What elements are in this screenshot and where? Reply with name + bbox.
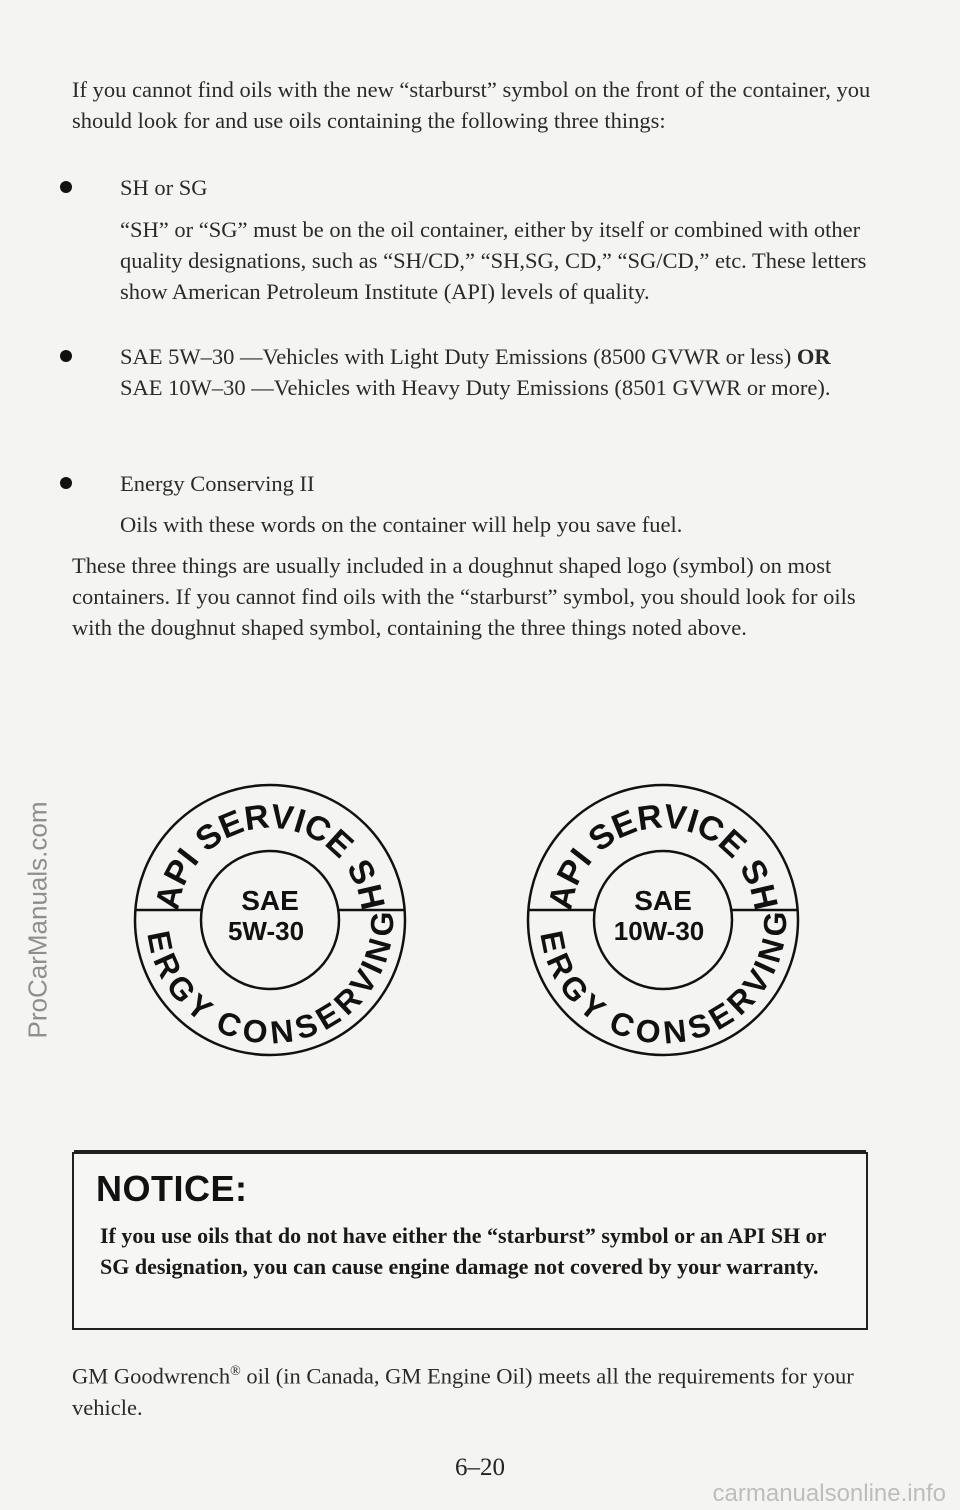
logo-top-arc-text: API SERVICE SH <box>541 797 785 914</box>
doughnut-symbol-icon <box>130 770 410 1060</box>
intro-paragraph: If you cannot find oils with the new “starburst” symbol on the front of the container, you should look for and use oils containing the following three things: <box>72 77 871 133</box>
notice-title: NOTICE: <box>96 1168 248 1209</box>
viscosity-or: OR <box>796 344 831 369</box>
viscosity-light-duty: SAE 5W–30 —Vehicles with Light Duty Emissions (8500 GVWR or less) <box>120 344 797 369</box>
logo-center-sae: SAE <box>634 885 692 916</box>
logo-top-arc-text: API SERVICE SH <box>148 797 392 914</box>
logo-bottom-arc-text: ERGY CONSERVING <box>140 910 401 1051</box>
logo-center-sae: SAE <box>241 885 299 916</box>
api-doughnut-logo-5w30 <box>130 770 410 1060</box>
bullet-dot <box>60 350 72 362</box>
bullet-viscosity-text <box>120 341 880 403</box>
bullet-label: Energy Conserving II <box>120 471 315 496</box>
notice-box <box>72 1152 868 1330</box>
manual-page: If you cannot find oils with the new “starburst” symbol on the front of the container, you should look for and use oils containing the following three things: SH or SG “SH” or “SG” must be on the oil container, either by itself or combined with other quality designations, such as “SH/CD,” “SH,SG, CD,” “SG/CD,” etc. These letters show American Petroleum Institute (API) levels of quality. SAE 5W–30 —Vehicles with Light Duty Emissions (8500 GVWR or less) OR SAE 10W–30 —Vehicles with Heavy Duty Emissions (8501 GVWR or more). Energy Conserving II Oils with these words on the container will help you save fuel. These three things are usually included in a doughnut shaped logo (symbol) on most containers. If you cannot find oils with the “starburst” symbol, you should look for oils with the doughnut shaped symbol, containing the three things noted above. API SERVICE SH ERGY CONSERVING SAE 5W-30 API SERVICE SH ERGY CONSERVING SAE 10W-30 NOTICE: If you use oils that do not have either the “starburst” symbol or an API SH or SG designation, you can cause engine damage not covered by your warranty. GM Goodwrench® oil (in Canada, GM Engine Oil) meets all the requirements for your vehicle. 6–20 ProCarManuals.com carmanualsonline.info <box>0 0 960 1510</box>
api-doughnut-logo-10w30 <box>523 770 803 1060</box>
footer-watermark: carmanualsonline.info <box>712 1480 946 1507</box>
bullet-detail-energy: Oils with these words on the container will help you save fuel. <box>120 512 683 537</box>
notice-body: If you use oils that do not have either the “starburst” symbol or an API SH or SG designation, you can cause engine damage not covered by your warranty. <box>100 1223 827 1279</box>
doughnut-paragraph: These three things are usually included in a doughnut shaped logo (symbol) on most containers. If you cannot find oils with the “starburst” symbol, you should look for oils with the doughnut shaped symbol, containing the three things noted above. <box>72 553 856 640</box>
gm-text-post: oil (in Canada, GM Engine Oil) meets all the requirements for your vehicle. <box>72 1363 854 1420</box>
registered-mark: ® <box>230 1364 241 1379</box>
viscosity-heavy-duty: SAE 10W–30 —Vehicles with Heavy Duty Emissions (8501 GVWR or more). <box>120 375 831 400</box>
bullet-dot <box>60 477 72 489</box>
api-logos <box>0 770 960 1070</box>
logo-bottom-arc-text: ERGY CONSERVING <box>533 910 794 1051</box>
doughnut-symbol-icon <box>523 770 803 1060</box>
logo-center-viscosity: 10W-30 <box>613 916 705 946</box>
gm-goodwrench-paragraph <box>72 1356 872 1423</box>
gm-text-pre: GM Goodwrench <box>72 1363 231 1389</box>
bullet-dot <box>60 181 72 193</box>
bullet-detail-sh-sg: “SH” or “SG” must be on the oil container, either by itself or combined with other quality designations, such as “SH/CD,” “SH,SG, CD,” “SG/CD,” etc. These letters show American Petroleum Institute (API) levels of quality. <box>120 217 867 304</box>
logo-center-viscosity: 5W-30 <box>227 916 305 946</box>
page-number: 6–20 <box>455 1454 505 1481</box>
bullet-label: SH or SG <box>120 175 208 200</box>
